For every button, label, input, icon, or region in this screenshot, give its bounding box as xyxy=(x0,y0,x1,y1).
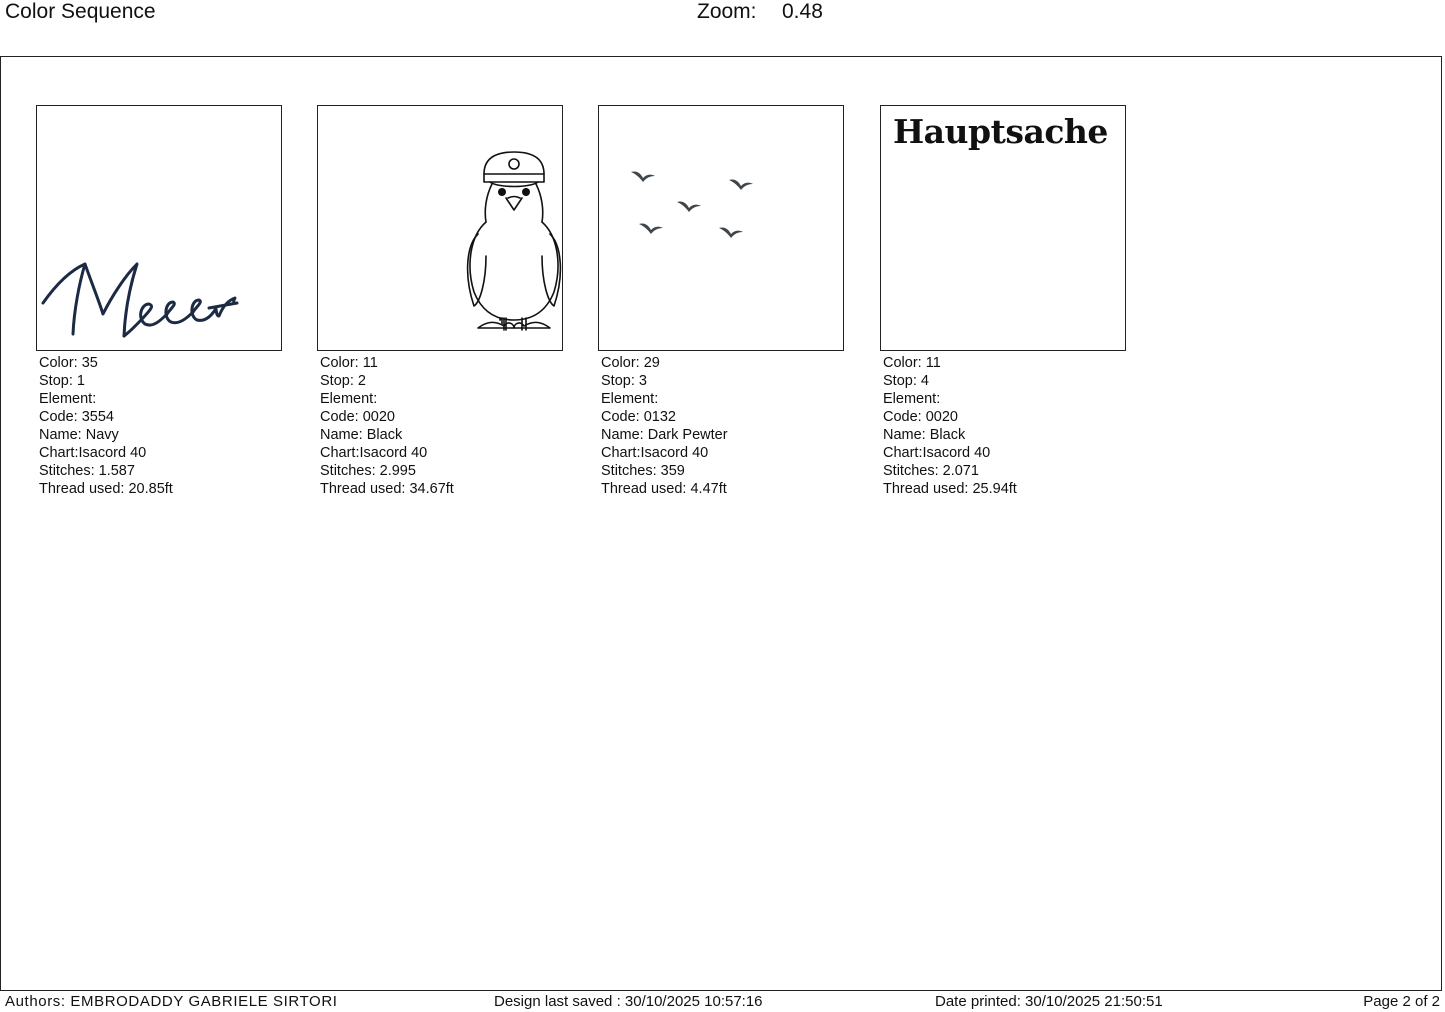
thread-label: Thread used: xyxy=(883,481,969,497)
code-label: Code: xyxy=(883,409,922,425)
name-value: Navy xyxy=(85,427,119,443)
design-saved-text: Design last saved : 30/10/2025 10:57:16 xyxy=(494,993,763,1010)
thread-label: Thread used: xyxy=(320,481,406,497)
name-value: Black xyxy=(366,427,403,443)
stop-label: Stop: xyxy=(39,373,73,389)
hauptsache-text-image: Hauptsache xyxy=(893,112,1108,151)
stitches-label: Stitches: xyxy=(883,463,939,479)
stop-value: 1 xyxy=(76,373,85,389)
stop-value: 3 xyxy=(638,373,647,389)
thread-value: 4.47ft xyxy=(690,481,727,497)
name-label: Name: xyxy=(39,427,82,443)
zoom-value: 0.48 xyxy=(782,0,823,23)
color-value: 11 xyxy=(925,355,941,371)
stitches-value: 2.995 xyxy=(379,463,416,479)
page-number: Page 2 of 2 xyxy=(1363,993,1440,1010)
page-title: Color Sequence xyxy=(5,0,156,23)
seagull-captain-image xyxy=(318,106,563,351)
name-value: Dark Pewter xyxy=(647,427,728,443)
color-value: 29 xyxy=(643,355,660,371)
name-label: Name: xyxy=(601,427,644,443)
name-label: Name: xyxy=(883,427,926,443)
meer-script-image xyxy=(37,106,282,351)
chart-label: Chart: xyxy=(320,445,360,461)
stitches-label: Stitches: xyxy=(320,463,376,479)
code-value: 3554 xyxy=(81,409,114,425)
stop-label: Stop: xyxy=(601,373,635,389)
stop-label: Stop: xyxy=(320,373,354,389)
stop-label: Stop: xyxy=(883,373,917,389)
stop-value: 2 xyxy=(357,373,366,389)
name-label: Name: xyxy=(320,427,363,443)
color-card xyxy=(317,105,567,498)
color-card xyxy=(880,105,1130,498)
color-label: Color: xyxy=(601,355,640,371)
name-value: Black xyxy=(929,427,966,443)
chart-value: Isacord 40 xyxy=(78,445,147,461)
code-value: 0020 xyxy=(925,409,958,425)
thumbnail-meer xyxy=(36,105,282,351)
thread-value: 20.85ft xyxy=(128,481,173,497)
authors-text: Authors: EMBRODADDY GABRIELE SIRTORI xyxy=(5,993,338,1010)
zoom-label: Zoom: xyxy=(697,0,757,23)
code-label: Code: xyxy=(601,409,640,425)
stop-value: 4 xyxy=(920,373,929,389)
code-label: Code: xyxy=(39,409,78,425)
chart-value: Isacord 40 xyxy=(640,445,709,461)
thumbnail-hauptsache xyxy=(880,105,1126,351)
code-label: Code: xyxy=(320,409,359,425)
stitches-value: 359 xyxy=(660,463,685,479)
color-label: Color: xyxy=(883,355,922,371)
chart-label: Chart: xyxy=(601,445,641,461)
stitches-value: 1.587 xyxy=(98,463,135,479)
thread-value: 34.67ft xyxy=(409,481,454,497)
flying-birds-image xyxy=(599,106,844,351)
chart-value: Isacord 40 xyxy=(922,445,991,461)
element-label: Element: xyxy=(883,391,941,407)
thread-value: 25.94ft xyxy=(972,481,1017,497)
stitches-label: Stitches: xyxy=(39,463,95,479)
thread-label: Thread used: xyxy=(39,481,125,497)
element-label: Element: xyxy=(320,391,378,407)
element-label: Element: xyxy=(601,391,659,407)
stitches-value: 2.071 xyxy=(942,463,979,479)
chart-label: Chart: xyxy=(39,445,79,461)
date-printed-text: Date printed: 30/10/2025 21:50:51 xyxy=(935,993,1163,1010)
color-value: 11 xyxy=(362,355,378,371)
chart-value: Isacord 40 xyxy=(359,445,428,461)
color-card xyxy=(598,105,848,498)
code-value: 0132 xyxy=(643,409,676,425)
page-footer xyxy=(0,992,1445,1012)
stitches-label: Stitches: xyxy=(601,463,657,479)
color-card xyxy=(36,105,286,498)
color-value: 35 xyxy=(81,355,98,371)
element-label: Element: xyxy=(39,391,97,407)
thread-label: Thread used: xyxy=(601,481,687,497)
chart-label: Chart: xyxy=(883,445,923,461)
thumbnail-seagull xyxy=(317,105,563,351)
thumbnail-birds xyxy=(598,105,844,351)
color-label: Color: xyxy=(39,355,78,371)
color-label: Color: xyxy=(320,355,359,371)
code-value: 0020 xyxy=(362,409,395,425)
